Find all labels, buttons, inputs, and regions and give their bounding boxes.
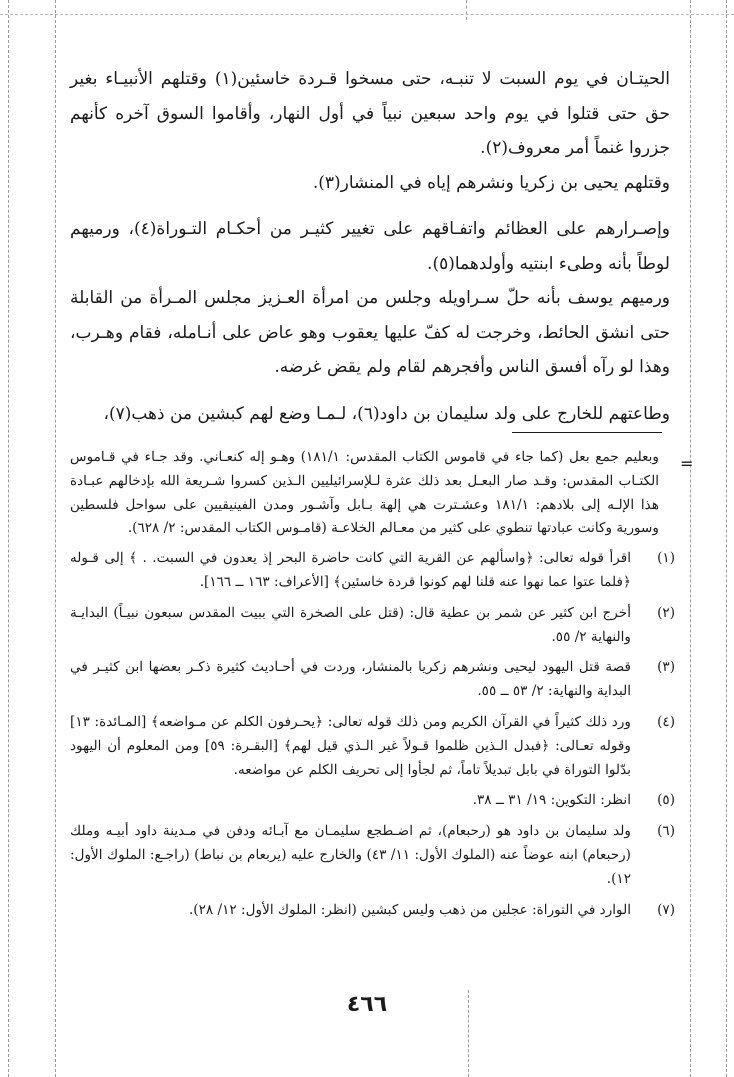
footnote-item xyxy=(70,602,675,650)
footnote-item xyxy=(70,711,675,782)
scan-guide-line xyxy=(55,0,56,1077)
footnote-item xyxy=(70,820,675,891)
text-line: حتى قتلوا في يوم واحد سبعين نبياً في أول النهار، وأقاموا السوق آخره كأنهم جزروا غنماً xyxy=(70,103,670,158)
footnote-number: (١) xyxy=(657,550,675,567)
footnote-text: قصة قتل اليهود ليحيى ونشرهم زكريا بالمنشار، وردت في أحـاديث كثيرة ذكـر بعضها ابن كثيـر في البداية والنهاية: ٢/ ٥٣ ــ ٥٥. xyxy=(70,659,631,700)
text-line: لو رآه أفسق الناس وأفجرهم لقام ولم يقض غرضه. xyxy=(274,357,634,377)
scan-guide-line xyxy=(690,0,691,1077)
scan-guide-line xyxy=(468,990,469,1077)
text-line: الحيتـان في يوم السبت لا تنبـه، حتى مسخوا قـردة خاسئين(١) وقتلهم الأنبيـاء بغير حق xyxy=(70,69,671,124)
main-paragraph xyxy=(70,62,670,166)
footnote-number: (٥) xyxy=(657,792,675,809)
page-number: ٤٦٦ xyxy=(346,992,388,1017)
text-line: أمر معروف(٢). xyxy=(480,138,590,158)
footnote-item xyxy=(70,789,675,813)
text-line: حتى انشق الحائط، وخرجت له كفّ عليها يعقوب وهو عاض على أنـامله، فقام وهـرب، وهذا xyxy=(70,322,670,377)
main-paragraph xyxy=(70,281,670,385)
main-paragraph xyxy=(70,397,670,432)
main-paragraph xyxy=(70,166,670,201)
footnote-text: اقرأ قوله تعالى: ﴿واسألهم عن القرية التي كانت حاضرة البحر إذ يعدون في السبت. . ﴾ إلى قـوله ﴿فلما عتوا عما نهوا عنه قلنا لهم كونوا قردة خاسئين﴾ [الأعراف: ١٦٣ ــ ١٦٦]. xyxy=(70,550,631,590)
text-line: ورميهم يوسف بأنه حلّ سـراويله وجلس من امرأة العـزيز مجلس المـرأة من القابلة xyxy=(70,288,670,308)
scan-guide-line xyxy=(0,14,734,15)
footnote-number: (٧) xyxy=(657,901,675,918)
footnote-text: أخرج ابن كثير عن شمر بن عطية قال: (قتل على الصخرة التي ببيت المقدس سبعون نبيـاً) البدايـة والنهاية ٢/ ٥٥. xyxy=(70,604,631,645)
footnote-item xyxy=(70,547,675,595)
scan-guide-line xyxy=(466,0,467,20)
footnote-number: (٢) xyxy=(657,604,675,621)
continuation-marker: = xyxy=(680,454,694,473)
footnote-text: انظر: التكوين: ١٩/ ٣١ ــ ٣٨. xyxy=(472,792,631,809)
footnote-text: الوارد في التوراة: عجلين من ذهب وليس كبشين (انظر: الملوك الأول: ١٢/ ٢٨). xyxy=(188,901,631,918)
footnote-item xyxy=(70,899,675,923)
text-line: وقتلهم يحيى بن زكريا ونشرهم إياه في المنشار(٣). xyxy=(312,172,670,193)
main-paragraph xyxy=(70,212,670,281)
main-text xyxy=(70,62,670,431)
scan-guide-line xyxy=(8,0,9,1077)
footnote-number: (٣) xyxy=(657,659,675,676)
text-line: وطاعتهم للخارج على ولد سليمان بن داود(٦)، لـمـا وضع لهم كبشين من ذهب(٧)، xyxy=(103,403,670,424)
footnote-continuation: وبعليم جمع بعل (كما جاء في قاموس الكتاب المقدس: ١٨١/١) وهـو إله كنعـاني. وقد جـاء في قـاموس الكتـاب المقدس: وقـد صار البعـل بعد ذلك عثرة لـلإسرائيليين الـذين كسروا شـريعة الله بإدخالهم عبـادة هذا الإلـه إلى بلادهم: ١٨١/١ وعشـترت هي إلهة بـابل وآشـور ومدن الفينيقيين على سواحل فلسطين وسورية وكانت عبادتها تنطوي على كثير من معـالم الخلاعـة (قامـوس الكتاب المقدس: ٢/ ٦٢٨). xyxy=(70,449,659,537)
footnotes xyxy=(70,446,675,929)
footnote-text: ورد ذلك كثيراً في القرآن الكريم ومن ذلك قوله تعالى: ﴿يحـرفون الكلم عن مـواضعه﴾ [المـائدة: ١٣] وقوله تعـالى: ﴿فبدل الـذين ظلموا قـولاً غير الـذي قيل لهم﴾ [البقـرة: ٥٩] ومن المعلوم أن اليهود بدّلوا التوراة في بابل تبديلاً تاماً، ثم لجأوا إلى تحريف الكلم عن مواضعه. xyxy=(70,713,631,778)
footnote-item xyxy=(70,656,675,704)
scan-guide-line xyxy=(726,0,727,1077)
text-line: وإصـرارهم على العظائم واتفـاقهم على تغيير كثيـر من أحكـام التـوراة(٤)، ورميهم xyxy=(70,219,671,239)
footnote-number: (٦) xyxy=(657,823,675,840)
footnote-separator xyxy=(512,432,662,433)
footnote-text: ولد سليمان بن داود هو (رحبعام)، ثم اضـطجع سليمـان مع آبـائه ودفن في مـدينة داود أبيـه وملك (رحبعام) ابنه عوضاً عنه (الملوك الأول: ١١/ ٤٣) والخارج عليه (يربعام بن نباط) (راجـع: الملوك الأول: ١٢). xyxy=(70,823,631,887)
footnote-number: (٤) xyxy=(657,713,675,730)
text-line: لوطاً بأنه وطىء ابنتيه وأولدهما(٥). xyxy=(427,253,670,274)
